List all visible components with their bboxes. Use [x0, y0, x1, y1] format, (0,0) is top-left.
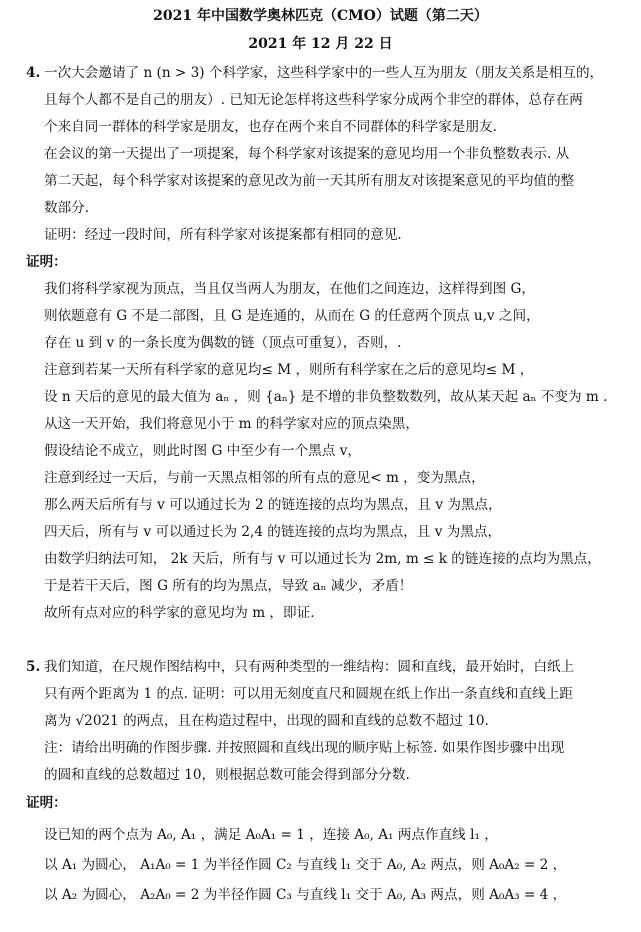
statement-line: 在会议的第一天提出了一项提案，每个科学家对该提案的意见均用一个非负整数表示. 从	[44, 146, 570, 162]
statement-line: 离为 √2021 的两点，且在构造过程中，出现的圆和直线的总数不超过 10.	[44, 713, 489, 729]
proof-label: 证明：	[26, 254, 67, 270]
proof-line: 存在 u 到 v 的一条长度为偶数的链（顶点可重复），否则，.	[44, 335, 402, 351]
statement-line: 数部分.	[44, 200, 90, 216]
proof-line: 以 A₁ 为圆心， A₁A₀ = 1 为半径作圆 C₂ 与直线 l₁ 交于 A₀, A₂ 两点，则 A₀A₂ = 2 ，	[44, 857, 567, 873]
proof-line: 那么两天后所有与 v 可以通过长为 2 的链连接的点均为黑点，且 v 为黑点，	[44, 497, 502, 513]
statement-line: 注：请给出明确的作图步骤. 并按照圆和直线出现的顺序贴上标签. 如果作图步骤中出现	[44, 740, 565, 756]
statement-line: 证明：经过一段时间，所有科学家对该提案都有相同的意见.	[44, 227, 402, 243]
proof-line: 我们将科学家视为顶点，当且仅当两人为朋友，在他们之间连边，这样得到图 G，	[44, 281, 535, 297]
problem-number: 4.	[26, 65, 41, 81]
proof-line: 设已知的两个点为 A₀, A₁ ，满足 A₀A₁ = 1 ，连接 A₀, A₁ 两点作直线 l₁ ，	[44, 827, 498, 843]
statement-line: 一次大会邀请了 n (n > 3) 个科学家，这些科学家中的一些人互为朋友（朋友关系是相互的，	[44, 65, 604, 81]
proof-line: 注意到若某一天所有科学家的意见均≤ M ，则所有科学家在之后的意见均≤ M ，	[44, 362, 534, 378]
proof-line: 则依题意有 G 不是二部图，且 G 是连通的，从而在 G 的任意两个顶点 u,v 之间，	[44, 308, 540, 324]
proof-line: 故所有点对应的科学家的意见均为 m ，即证.	[44, 605, 315, 621]
proof-line: 从这一天开始，我们将意见小于 m 的科学家对应的顶点染黑，	[44, 416, 419, 432]
document-date: 2021 年 12 月 22 日	[248, 36, 393, 52]
proof-line: 注意到经过一天后，与前一天黑点相邻的所有点的意见< m ，变为黑点，	[44, 470, 485, 486]
statement-line: 只有两个距离为 1 的点. 证明：可以用无刻度直尺和圆规在纸上作出一条直线和直线上距	[44, 686, 573, 702]
proof-line: 假设结论不成立，则此时图 G 中至少有一个黑点 v，	[44, 443, 361, 459]
statement-line: 个来自同一群体的科学家是朋友，也存在两个来自不同群体的科学家是朋友.	[44, 119, 497, 135]
proof-label: 证明：	[26, 795, 67, 811]
proof-line: 四天后，所有与 v 可以通过长为 2,4 的链连接的点均为黑点，且 v 为黑点，	[44, 524, 502, 540]
statement-line: 的圆和直线的总数超过 10，则根据总数可能会得到部分分数.	[44, 767, 410, 783]
problem-number: 5.	[26, 659, 41, 675]
statement-line: 且每个人都不是自己的朋友）. 已知无论怎样将这些科学家分成两个非空的群体，总存在两	[44, 92, 583, 108]
proof-line: 于是若干天后，图 G 所有的均为黑点，导致 aₙ 减少，矛盾！	[44, 578, 413, 594]
document-title: 2021 年中国数学奥林匹克（CMO）试题（第二天）	[153, 8, 488, 24]
proof-line: 以 A₂ 为圆心， A₂A₀ = 2 为半径作圆 C₃ 与直线 l₁ 交于 A₀, A₃ 两点，则 A₀A₃ = 4 ，	[44, 887, 567, 903]
statement-line: 我们知道，在尺规作图结构中，只有两种类型的一维结构：圆和直线，最开始时，白纸上	[44, 659, 575, 675]
proof-line: 由数学归纳法可知， 2k 天后，所有与 v 可以通过长为 2m, m ≤ k 的链连接的点均为黑点，	[44, 551, 601, 567]
statement-line: 第二天起，每个科学家对该提案的意见改为前一天其所有朋友对该提案意见的平均值的整	[44, 173, 575, 189]
proof-line: 设 n 天后的意见的最大值为 aₙ ，则 {aₙ} 是不增的非负整数数列，故从某天起 aₙ 不变为 m .	[44, 389, 608, 405]
